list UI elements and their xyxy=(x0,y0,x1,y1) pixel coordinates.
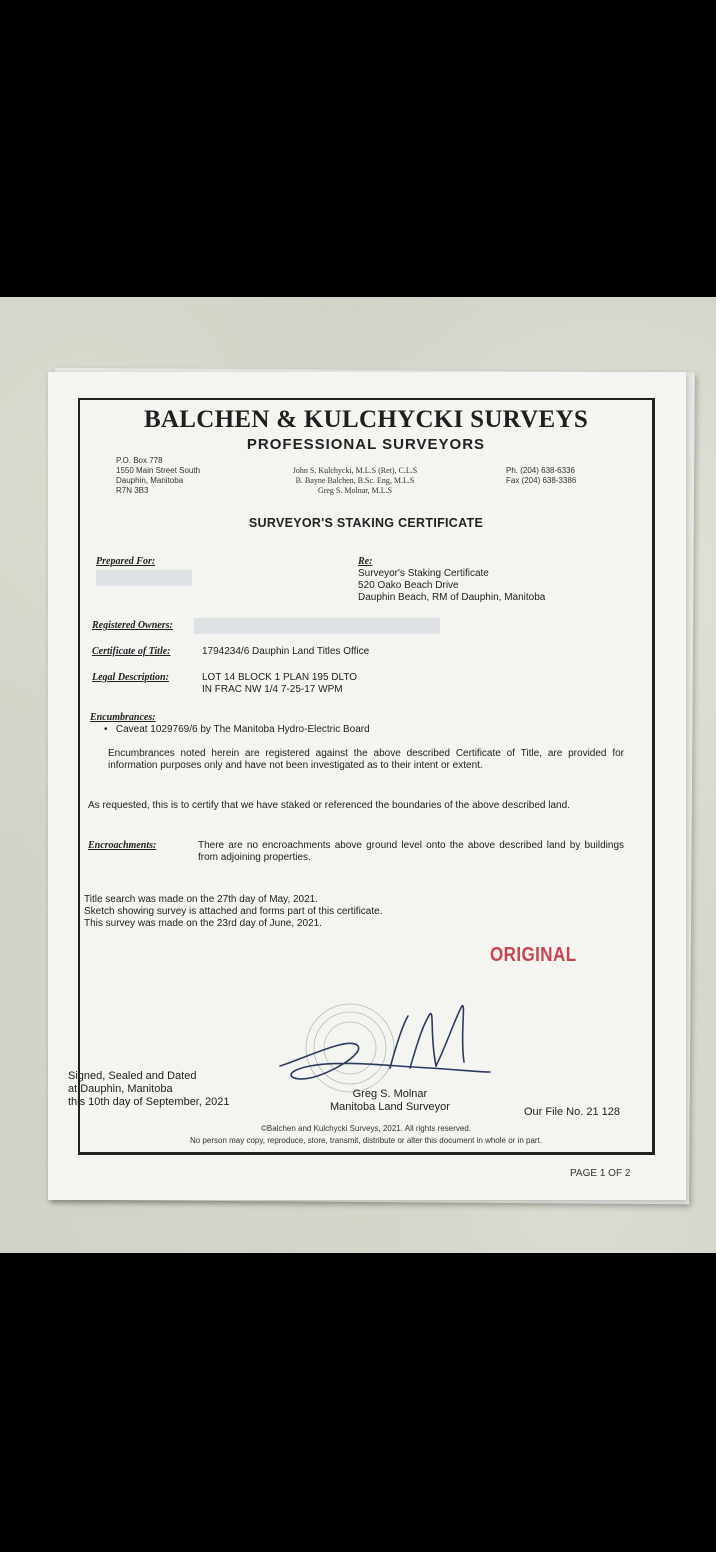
encumbrance-note: Encumbrances noted herein are registered against the above described Certificate of Title, are provided for information purposes only and have not been investigated as to their intent or extent. xyxy=(108,748,624,771)
legal-line: LOT 14 BLOCK 1 PLAN 195 DLTO xyxy=(202,672,358,683)
re-line: 520 Oako Beach Drive xyxy=(358,580,459,591)
address-line: 1550 Main Street South xyxy=(116,466,201,475)
signer-name: Greg S. Molnar xyxy=(352,1088,428,1100)
embossed-seal-icon xyxy=(306,1004,394,1092)
re-line: Surveyor's Staking Certificate xyxy=(358,568,489,579)
legal-description-value xyxy=(202,672,357,696)
document-border xyxy=(68,398,655,1155)
copyright-line: ©Balchen and Kulchycki Surveys, 2021. All rights reserved. xyxy=(261,1124,471,1133)
certificate-title: SURVEYOR'S STAKING CERTIFICATE xyxy=(248,516,484,530)
survey-made-line: This survey was made on the 23rd day of June, 2021. xyxy=(84,918,322,929)
page-number: PAGE 1 OF 2 xyxy=(570,1168,631,1179)
title-search-line: Title search was made on the 27th day of May, 2021. xyxy=(84,894,319,905)
survey-dates xyxy=(84,894,382,930)
surveyor-name: B. Bayne Balchen, B.Sc. Eng, M.L.S xyxy=(295,476,415,485)
redacted-name xyxy=(96,570,192,586)
address-line: Dauphin, Manitoba xyxy=(116,476,184,485)
certificate-page xyxy=(48,372,686,1200)
certificate-of-title-label: Certificate of Title: xyxy=(92,646,171,657)
signed-line: Signed, Sealed and Dated xyxy=(68,1070,197,1082)
seal-and-signature xyxy=(240,996,500,1096)
file-number: Our File No. 21 128 xyxy=(524,1106,620,1118)
surveyor-list xyxy=(270,466,440,496)
signature-icon xyxy=(280,1006,490,1079)
surveyor-name: Greg S. Molnar, M.L.S xyxy=(317,486,393,495)
legal-line: IN FRAC NW 1/4 7-25-17 WPM xyxy=(202,684,343,695)
address-line: R7N 3B3 xyxy=(116,486,149,495)
re-label: Re: xyxy=(358,556,373,567)
surveyor-name: John S. Kulchycki, M.L.S (Ret), C.L.S xyxy=(292,466,418,475)
encumbrance-item xyxy=(104,724,370,736)
encumbrances-label: Encumbrances: xyxy=(90,712,156,723)
legal-description-label: Legal Description: xyxy=(92,672,169,683)
firm-subtitle: PROFESSIONAL SURVEYORS xyxy=(246,436,486,453)
prepared-for-label: Prepared For: xyxy=(96,556,156,567)
firm-name: BALCHEN & KULCHYCKI SURVEYS xyxy=(143,406,589,433)
phone-number: Ph. (204) 638-6336 xyxy=(506,466,575,475)
re-details xyxy=(358,568,545,604)
sketch-line: Sketch showing survey is attached and forms part of this certificate. xyxy=(84,906,383,917)
signed-line: this 10th day of September, 2021 xyxy=(68,1096,230,1108)
original-stamp: ORIGINAL xyxy=(490,944,577,966)
redacted-owners xyxy=(194,618,440,634)
firm-address xyxy=(116,456,200,496)
signing-location xyxy=(68,1070,229,1109)
re-line: Dauphin Beach, RM of Dauphin, Manitoba xyxy=(358,592,546,603)
signer-title: Manitoba Land Surveyor xyxy=(330,1101,450,1113)
certify-statement: As requested, this is to certify that we have staked or referenced the boundaries of the above described land. xyxy=(88,800,570,811)
copy-notice: No person may copy, reproduce, store, transmit, distribute or alter this document in whole or in part. xyxy=(189,1136,542,1145)
bullet-icon: • xyxy=(104,724,116,735)
contact-info xyxy=(506,466,576,486)
signed-line: at Dauphin, Manitoba xyxy=(68,1083,173,1095)
signer-block xyxy=(330,1088,450,1114)
encumbrance-text: Caveat 1029769/6 by The Manitoba Hydro-Electric Board xyxy=(115,724,370,735)
address-line: P.O. Box 778 xyxy=(116,456,163,465)
fax-number: Fax (204) 638-3386 xyxy=(506,476,577,485)
certificate-of-title-value: 1794234/6 Dauphin Land Titles Office xyxy=(202,646,370,657)
registered-owners-label: Registered Owners: xyxy=(92,620,173,631)
encroachments-text: There are no encroachments above ground level onto the above described land by buildings from adjoining properties. xyxy=(198,840,624,863)
encroachments-label: Encroachments: xyxy=(88,840,157,851)
